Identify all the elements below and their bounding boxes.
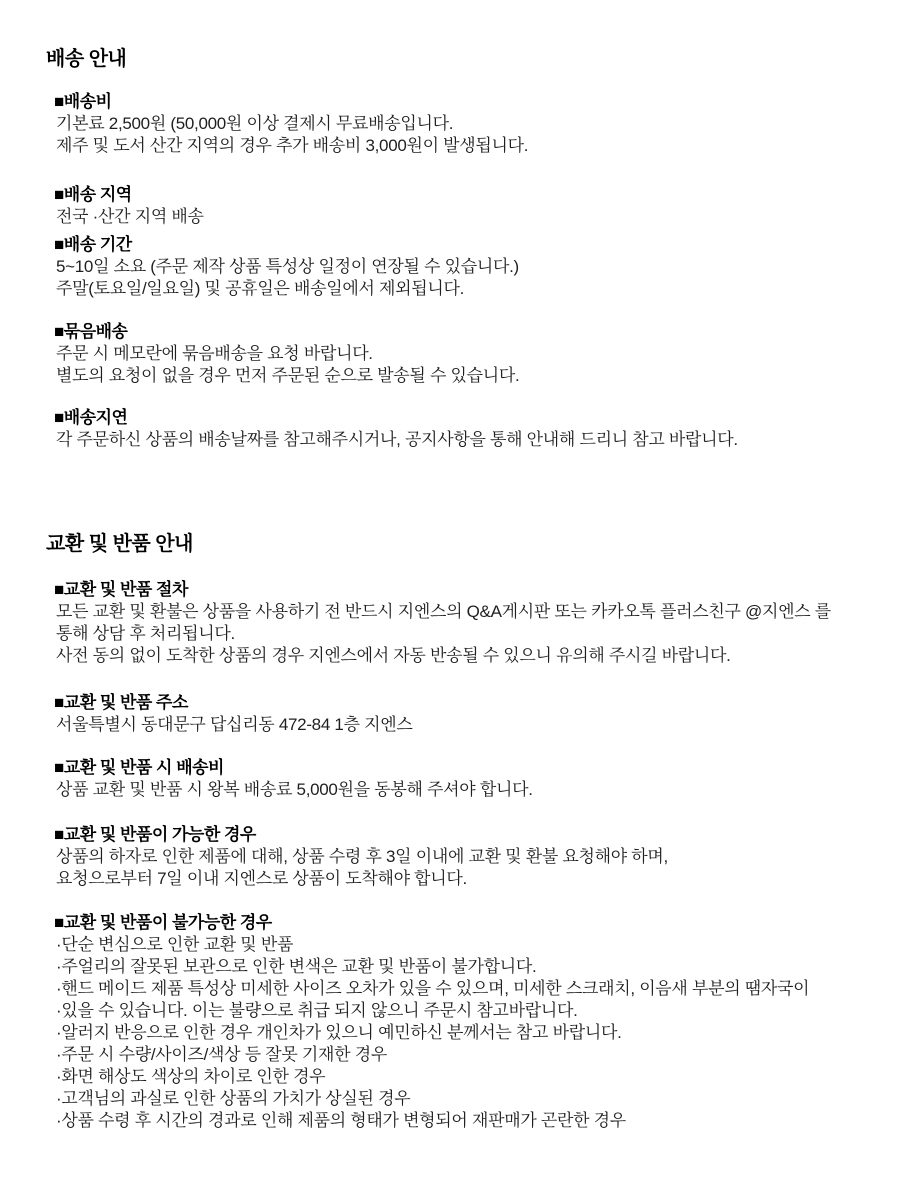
exchange-impossible-item: ·상품 수령 후 시간의 경과로 인해 제품의 형태가 변형되어 재판매가 곤란한 경우 — [56, 1111, 626, 1130]
section-shipping-guide — [46, 47, 860, 451]
subsection-exchange-shipping-fee — [46, 757, 860, 801]
exchange-procedure-line: 모든 교환 및 환불은 상품을 사용하기 전 반드시 지엔스의 Q&A게시판 또는 카카오톡 플러스친구 @지엔스 를 — [56, 602, 831, 621]
shipping-fee-line: 제주 및 도서 산간 지역의 경우 추가 배송비 3,000원이 발생됩니다. — [56, 136, 529, 155]
exchange-address-line: 서울특별시 동대문구 답십리동 472-84 1층 지엔스 — [56, 715, 413, 734]
exchange-impossible-item: ·있을 수 있습니다. 이는 불량으로 취급 되지 않으니 주문시 참고바랍니다. — [56, 1001, 578, 1020]
shipping-period-line: 5~10일 소요 (주문 제작 상품 특성상 일정이 연장될 수 있습니다.) — [56, 257, 519, 276]
exchange-possible-heading: ■교환 및 반품이 가능한 경우 — [54, 825, 256, 844]
subsection-exchange-address — [46, 692, 860, 736]
subsection-shipping-fee — [46, 91, 860, 157]
exchange-impossible-item: ·알러지 반응으로 인한 경우 개인차가 있으니 예민하신 분께서는 참고 바랍니다. — [56, 1023, 622, 1042]
bundled-shipping-line: 주문 시 메모란에 묶음배송을 요청 바랍니다. — [56, 344, 373, 363]
bundled-shipping-line: 별도의 요청이 없을 경우 먼저 주문된 순으로 발송될 수 있습니다. — [56, 366, 520, 385]
exchange-address-heading: ■교환 및 반품 주소 — [54, 693, 188, 712]
shipping-period-heading: ■배송 기간 — [54, 235, 132, 254]
subsection-shipping-delay — [46, 407, 860, 451]
shipping-fee-heading: ■배송비 — [54, 92, 112, 111]
exchange-shipping-fee-heading: ■교환 및 반품 시 배송비 — [54, 758, 224, 777]
shipping-region-line: 전국 ·산간 지역 배송 — [56, 207, 204, 226]
exchange-return-title: 교환 및 반품 안내 — [46, 533, 193, 555]
subsection-shipping-region — [46, 184, 860, 228]
exchange-procedure-line: 사전 동의 없이 도착한 상품의 경우 지엔스에서 자동 반송될 수 있으니 유의해 주시길 바랍니다. — [56, 646, 731, 665]
shipping-delay-heading: ■배송지연 — [54, 408, 128, 427]
exchange-impossible-item: ·단순 변심으로 인한 교환 및 반품 — [56, 935, 294, 954]
subsection-exchange-procedure — [46, 579, 860, 667]
exchange-impossible-heading: ■교환 및 반품이 불가능한 경우 — [54, 913, 272, 932]
shipping-guide-title: 배송 안내 — [46, 48, 127, 70]
shipping-delay-line: 각 주문하신 상품의 배송날짜를 참고해주시거나, 공지사항을 통해 안내해 드리니 참고 바랍니다. — [56, 430, 738, 449]
exchange-procedure-heading: ■교환 및 반품 절차 — [54, 580, 188, 599]
exchange-impossible-item: ·주문 시 수량/사이즈/색상 등 잘못 기재한 경우 — [56, 1045, 387, 1064]
exchange-possible-line: 상품의 하자로 인한 제품에 대해, 상품 수령 후 3일 이내에 교환 및 환불 요청해야 하며, — [56, 847, 668, 866]
shipping-region-heading: ■배송 지역 — [54, 185, 132, 204]
section-exchange-return-guide — [46, 532, 860, 1132]
exchange-impossible-item: ·화면 해상도 색상의 차이로 인한 경우 — [56, 1067, 326, 1086]
bundled-shipping-heading: ■묶음배송 — [54, 322, 128, 341]
shipping-period-line: 주말(토요일/일요일) 및 공휴일은 배송일에서 제외됩니다. — [56, 279, 465, 298]
exchange-procedure-line: 통해 상담 후 처리됩니다. — [56, 624, 235, 643]
subsection-bundled-shipping — [46, 321, 860, 387]
subsection-exchange-impossible-cases — [46, 912, 860, 1132]
exchange-shipping-fee-line: 상품 교환 및 반품 시 왕복 배송료 5,000원을 동봉해 주셔야 합니다. — [56, 780, 533, 799]
subsection-exchange-possible-cases — [46, 824, 860, 890]
exchange-impossible-item: ·고객님의 과실로 인한 상품의 가치가 상실된 경우 — [56, 1089, 411, 1108]
exchange-impossible-item: ·핸드 메이드 제품 특성상 미세한 사이즈 오차가 있을 수 있으며, 미세한 스크래치, 이음새 부분의 땜자국이 — [56, 979, 810, 998]
shipping-fee-line: 기본료 2,500원 (50,000원 이상 결제시 무료배송입니다. — [56, 114, 454, 133]
subsection-shipping-period — [46, 234, 860, 300]
exchange-impossible-item: ·주얼리의 잘못된 보관으로 인한 변색은 교환 및 반품이 불가합니다. — [56, 957, 537, 976]
exchange-possible-line: 요청으로부터 7일 이내 지엔스로 상품이 도착해야 합니다. — [56, 869, 467, 888]
